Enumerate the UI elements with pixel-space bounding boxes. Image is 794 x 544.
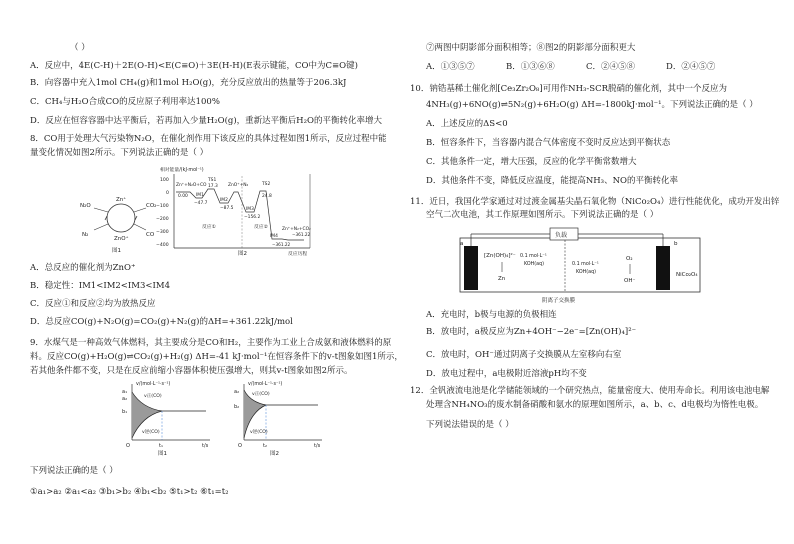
q7-option-c: C．CH₄与H₂O合成CO的反应原子利用率达100% xyxy=(30,97,220,107)
fig2-tick-m100: −100 xyxy=(156,204,169,209)
fig1-n2: N₂ xyxy=(82,232,89,238)
q9-choices: ①a₁>a₂ ②a₁<a₂ ③b₁>b₂ ④b₁<b₂ ⑤t₁>t₂ ⑥t₁=t₂ xyxy=(30,487,229,497)
q10-option-c: C．其他条件一定，增大压强，反应的化学平衡常数增大 xyxy=(426,157,637,167)
cell-load: 负载 xyxy=(555,232,568,239)
g2-t: t₂ xyxy=(263,443,267,449)
fig1-n2o: N₂O xyxy=(80,203,91,209)
g2-x: t/s xyxy=(314,443,321,449)
q9-stem-line2: 料。反应CO(g)+H₂O(g)⇌CO₂(g)+H₂(g) ΔH=-41 kJ·mol⁻¹在恒容条件下的v-t图象如图1所示， xyxy=(30,352,403,362)
g2-vneg: v逆(CO) xyxy=(250,430,268,435)
fig2-proc2: 反应② xyxy=(254,225,268,230)
fig2-proc1: 反应① xyxy=(202,225,216,230)
fig2-state-end: Zn⁺+N₂+CO₂ xyxy=(282,227,311,232)
q11-option-d: D．放电过程中，a电极附近溶液pH均不变 xyxy=(426,369,587,379)
fig1-label: 图1 xyxy=(112,248,121,254)
q11-option-b: B．放电时，a极反应为Zn+4OH⁻−2e⁻=[Zn(OH)₄]²⁻ xyxy=(426,327,637,337)
left-column xyxy=(30,0,403,544)
q12-stem-line1: 12．全钒液流电池是化学储能领域的一个研究热点，能量密度大、使用寿命长。利用该电池电解 xyxy=(410,386,770,396)
cell-b: b xyxy=(674,241,678,247)
fig2-xlabel: 反应历程 xyxy=(288,252,308,257)
fig2-tick-0: 0 xyxy=(166,191,169,196)
cell-koh-r: KOH(aq) xyxy=(576,270,596,275)
fig1-zno-plus: ZnO⁺ xyxy=(114,236,129,242)
cell-oh: OH⁻ xyxy=(624,278,636,284)
q8-option-d: D．总反应CO(g)+N₂O(g)=CO₂(g)+N₂(g)的ΔH=+361.22kJ/mol xyxy=(30,317,293,327)
fig1-co: CO xyxy=(146,232,155,238)
q9-option-b: B．①③⑥⑧ xyxy=(506,62,555,72)
fig2-im3: IM3 xyxy=(246,207,254,212)
g1-ylabel: v/(mol·L⁻¹·s⁻¹) xyxy=(136,382,171,387)
fig2-state0: Zn⁺+N₂O+CO xyxy=(176,183,207,188)
q9-statements-cont: ⑦两图中阴影部分面积相等；⑧图2的阴影部分面积更大 xyxy=(426,43,636,53)
fig2-ylabel: 相对能量/(kJ·mol⁻¹) xyxy=(160,168,204,173)
q11-stem-line2: 空气二次电池，其工作原理如图所示。下列说法正确的是（ ） xyxy=(426,210,659,220)
fig2-label: 图2 xyxy=(238,251,247,257)
q9-graph1 xyxy=(118,378,218,456)
q8-option-c: C．反应①和反应②均为放热反应 xyxy=(30,299,156,309)
q9-option-c: C．②④⑤⑧ xyxy=(586,62,636,72)
q8-stem-line1: 8．CO用于处理大气污染物N₂O，在催化剂作用下该反应的具体过程如图1所示，反应过程中能 xyxy=(30,134,387,144)
cell-cat: NiCo₂O₄ xyxy=(676,272,698,278)
fig2-im4: IM4 xyxy=(270,234,278,239)
g2-b2: b₂ xyxy=(234,404,240,410)
q11-stem-line1: 11．近日，我国化学家通过对过渡金属基尖晶石氧化物（NiCo₂O₄）进行性能优化，成功开发出锌 xyxy=(410,197,780,207)
right-column xyxy=(410,0,780,544)
q9-prompt: 下列说法正确的是（ ） xyxy=(30,466,118,476)
q9-option-a: A．①③⑤⑦ xyxy=(426,62,475,72)
q8-stem-line2: 量变化情况如图2所示。下列说法正确的是（ ） xyxy=(30,148,209,158)
fig2-e-im2: −87.5 xyxy=(220,206,234,211)
q8-option-b: B．稳定性：IM1<IM2<IM3<IM4 xyxy=(30,281,170,291)
fig2-state-mid: ZnO⁺+N₂ xyxy=(228,183,249,188)
g1-label: 图1 xyxy=(158,451,167,456)
q11-option-a: A．充电时，b极与电源的负极相连 xyxy=(426,310,557,320)
g1-t: t₁ xyxy=(159,443,163,449)
g1-vpos: v正(CO) xyxy=(144,394,162,399)
cell-membrane: 阴离子交换膜 xyxy=(542,298,576,304)
q7-paren: （ ） xyxy=(70,43,90,53)
fig2-e-ts2: 24.8 xyxy=(262,194,272,199)
fig2-e-ts1: 17.3 xyxy=(208,184,218,189)
g1-o: O xyxy=(126,443,130,449)
cell-o2: O₂ xyxy=(626,256,633,262)
fig2-ts2: TS2 xyxy=(262,182,271,187)
q7-option-a: A．反应中，4E(C-H)＋2E(O-H)<E(C≡O)＋3E(H-H)(E表示键能，CO中为C≡O键) xyxy=(30,61,358,71)
q9-stem-line3: 若其他条件都不变，只是在反应前缩小容器体积使压强增大，则其v-t图象如图2所示。 xyxy=(30,366,353,376)
fig2-e-im1: −47.7 xyxy=(194,201,208,206)
fig2-tick-m300: −300 xyxy=(156,230,169,235)
g2-o: O xyxy=(238,443,242,449)
fig2-im2: IM2 xyxy=(220,198,228,203)
fig2-e-end: −361.22 xyxy=(292,232,311,237)
g1-a2: a₂ xyxy=(122,396,128,402)
cell-zn: Zn xyxy=(498,276,506,282)
g1-x: t/s xyxy=(202,443,209,449)
g2-label: 图2 xyxy=(270,451,279,456)
fig1-co2: CO₂ xyxy=(146,203,157,209)
cell-conc-l: 0.1 mol·L⁻¹ xyxy=(520,254,547,259)
q12-stem-line2: 处理含NH₄NO₃的废水制备硝酸和氨水的原理如图所示，a、b、c、d电极均为惰性电极。 xyxy=(426,400,764,410)
fig2-im1: IM1 xyxy=(196,193,204,198)
q9-option-d: D．②④⑤⑦ xyxy=(666,62,716,72)
fig2-e-im4: −361.22 xyxy=(272,242,291,247)
fig2-e0: 0.00 xyxy=(178,194,188,199)
cell-zincate: [Zn(OH)₄]²⁻ xyxy=(484,253,516,259)
q10-option-b: B．恒容条件下，当容器内混合气体密度不变时反应达到平衡状态 xyxy=(426,138,671,148)
g2-a2: a₂ xyxy=(234,389,240,395)
q9-stem-line1: 9．水煤气是一种高效气体燃料，其主要成分是CO和H₂，主要作为工业上合成氨和液体燃料的原 xyxy=(30,338,392,348)
q10-stem-line2: 4NH₃(g)+6NO(g)⇌5N₂(g)+6H₂O(g) ΔH=-1800kJ·mol⁻¹。下列说法正确的是（ ） xyxy=(426,100,758,110)
q7-option-d: D．反应在恒容容器中达平衡后，若再加入少量H₂O(g)，重新达平衡后H₂O的平衡转化率增大 xyxy=(30,116,382,126)
fig2-ts1: TS1 xyxy=(208,178,217,183)
cell-koh-l: KOH(aq) xyxy=(524,262,544,267)
fig1-zn-plus: Zn⁺ xyxy=(116,197,127,203)
g1-b1: b₁ xyxy=(122,409,128,415)
q8-option-a: A．总反应的催化剂为ZnO⁺ xyxy=(30,263,136,273)
q10-stem-line1: 10．钠锆基稀土催化剂[Ce₃Zr₂O₈]可用作NH₃-SCR脱硝的催化剂，其中一个反应为 xyxy=(410,84,728,94)
g2-vpos: v正(CO) xyxy=(252,392,270,397)
q7-option-b: B．向容器中充入1mol CH₄(g)和1mol H₂O(g)，充分反应放出的热量等于206.3kJ xyxy=(30,78,347,88)
q10-option-a: A．上述反应的ΔS<0 xyxy=(426,119,508,129)
g1-a1: a₁ xyxy=(122,389,128,395)
fig2-e-im3: −156.2 xyxy=(244,215,261,220)
fig2-tick-100: 100 xyxy=(160,178,169,183)
cell-conc-r: 0.1 mol·L⁻¹ xyxy=(572,262,599,267)
q10-option-d: D．其他条件不变，降低反应温度，能提高NH₃、NO的平衡转化率 xyxy=(426,176,678,186)
g1-vneg: v逆(CO) xyxy=(142,430,160,435)
q12-prompt: 下列说法错误的是（ ） xyxy=(426,420,514,430)
q11-option-c: C．放电时，OH⁻通过阴离子交换膜从左室移向右室 xyxy=(426,350,622,360)
q11-cell-diagram xyxy=(454,224,724,304)
cell-a: a xyxy=(460,241,464,247)
g2-ylabel: v/(mol·L⁻¹·s⁻¹) xyxy=(248,382,283,387)
q9-graph2 xyxy=(230,378,330,456)
q8-figure2-energy xyxy=(142,164,352,260)
fig2-tick-m400: −400 xyxy=(156,243,169,248)
fig2-tick-m200: −200 xyxy=(156,217,169,222)
